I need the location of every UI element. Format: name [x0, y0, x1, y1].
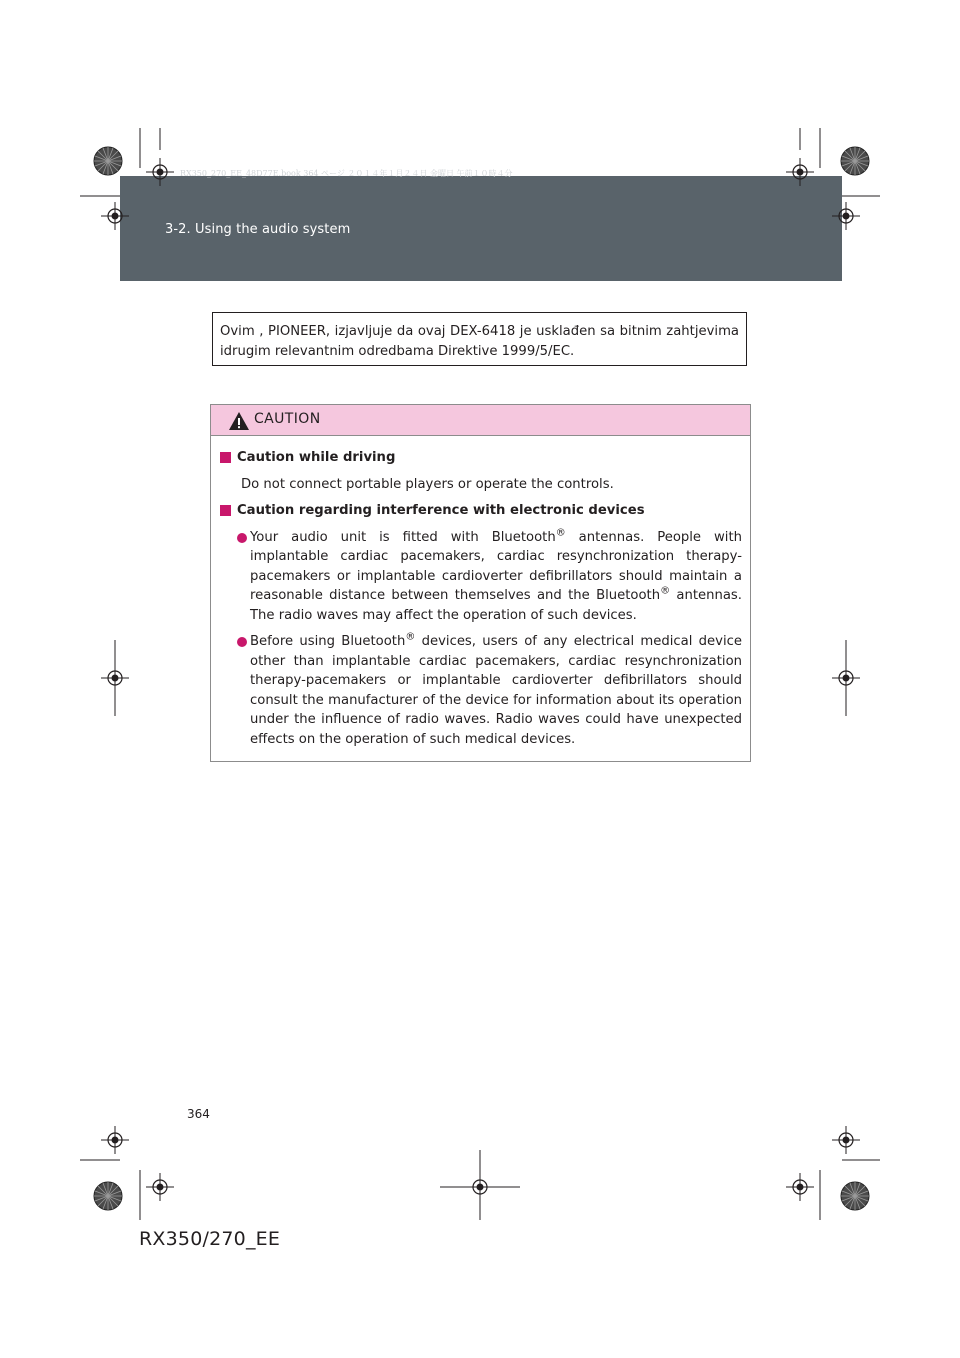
- declaration-box: [212, 312, 747, 366]
- warning-triangle-icon: [228, 411, 250, 431]
- registered-mark: ®: [555, 527, 566, 539]
- list-item: Before using Bluetooth® devices, users of any electrical medical device other than implantable cardiac pacemakers, cardiac resynchronization therapy-pacemakers or implantable cardioverter defibrillators should consult the manufacturer of the device for information about its operation under the influence of radio waves. Radio waves could have unexpected effects on the operation of such medical devices.: [219, 632, 742, 749]
- caution-body: [211, 436, 750, 749]
- declaration-text: Ovim , PIONEER, izjavljuje da ovaj DEX-6418 je usklađen sa bitnim zahtjevima idrugim relevantnim odredbama Direktive 1999/5/EC.: [220, 324, 739, 359]
- square-bullet-icon: [220, 452, 231, 463]
- registered-mark: ®: [660, 585, 671, 597]
- round-bullet-icon: [237, 637, 247, 647]
- caution-box: [210, 404, 751, 762]
- page-number: 364: [187, 1107, 210, 1121]
- list-item: Your audio unit is fitted with Bluetooth® antennas. People with implantable cardiac pacemakers, cardiac resynchronization therapy-pacemakers or implantable cardioverter defibrillators should maintain a reasonable distance between themselves and the Bluetooth® antennas. The radio waves may affect the operation of such devices.: [219, 528, 742, 626]
- caution-header: [211, 405, 750, 436]
- registered-mark: ®: [405, 631, 416, 643]
- section-title: 3-2. Using the audio system: [165, 222, 351, 237]
- caution-text: Do not connect portable players or operate the controls.: [241, 476, 614, 492]
- round-bullet-icon: [237, 533, 247, 543]
- model-label: RX350/270_EE: [139, 1228, 281, 1250]
- caution-subheading: Caution while driving: [219, 448, 742, 468]
- square-bullet-icon: [220, 505, 231, 516]
- caution-subheading: Caution regarding interference with electronic devices: [219, 501, 742, 521]
- caution-title: CAUTION: [254, 411, 321, 427]
- print-stamp: RX350_270_EE_48D77E.book 364 ページ ２０１４年１月２４日 金曜日 午前１０時４分: [180, 169, 513, 178]
